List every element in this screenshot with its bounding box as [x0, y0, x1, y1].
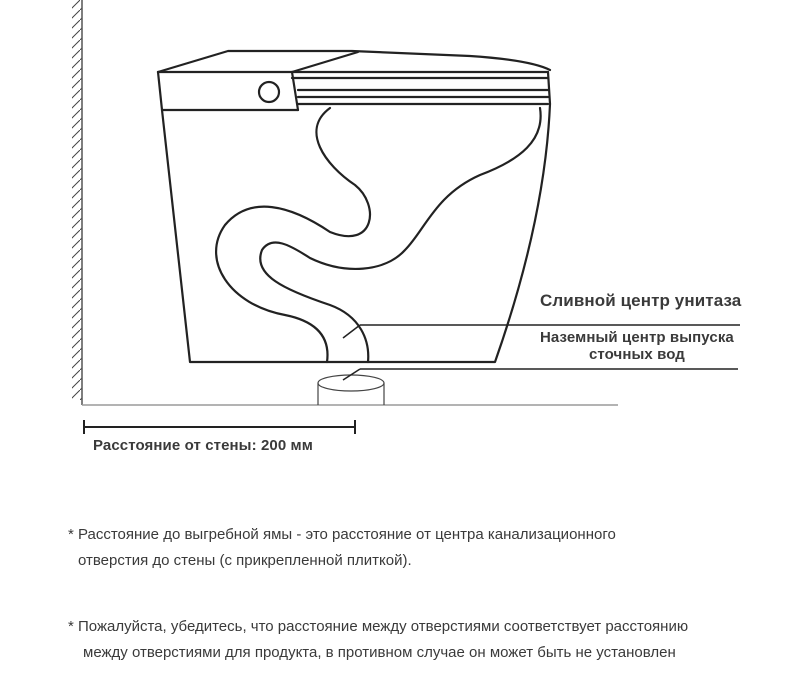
note-rough-in-distance [68, 522, 768, 574]
floor-drain-pipe [318, 375, 384, 405]
note-check-distance [68, 614, 768, 666]
floor-outlet-label-line1: Наземный центр выпуска [540, 329, 734, 346]
drain-center-leader [343, 325, 360, 338]
note-1-line1: * Расстояние до выгребной ямы - это расстояние от центра канализационного [68, 526, 616, 543]
note-2-line1: * Пожалуйста, убедитесь, что расстояние между отверстиями соответствует расстоянию [68, 618, 689, 635]
wall-distance-dimension [84, 420, 355, 434]
s-trap-channel [216, 108, 541, 362]
wall [72, 0, 82, 405]
drain-center-label: Сливной центр унитаза [540, 291, 742, 310]
note-2-line2: между отверстиями для продукта, в противном случае он может быть не установлен [83, 644, 676, 661]
floor-outlet-label [540, 329, 734, 363]
wall-distance-label: Расстояние от стены: 200 мм [93, 437, 313, 454]
note-1-line2: отверстия до стены (с прикрепленной плиткой). [78, 552, 412, 569]
floor-outlet-label-line2: сточных вод [588, 346, 685, 363]
toilet-outline [158, 51, 550, 362]
